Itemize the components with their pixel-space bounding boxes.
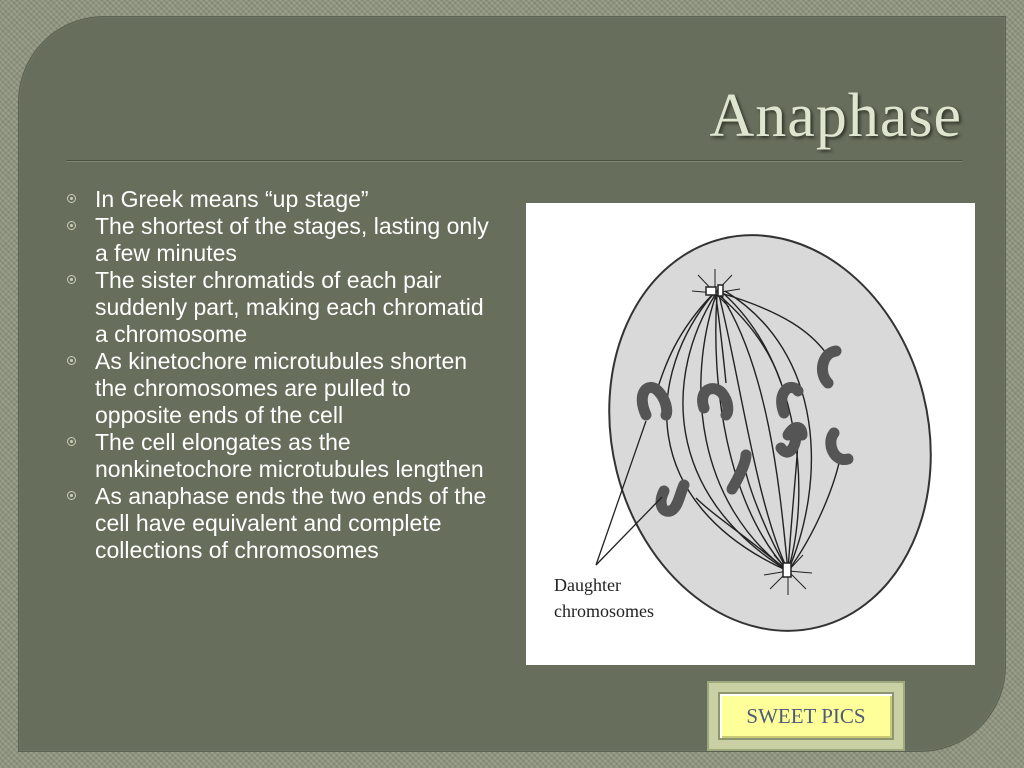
bullet-text: The sister chromatids of each pair suddenly part, making each chromatid a chromosome (95, 267, 484, 347)
bullet-item (64, 213, 496, 267)
anaphase-cell-illustration (526, 203, 975, 665)
title-divider (66, 160, 962, 162)
bullet-item (64, 429, 496, 483)
bullet-text: As anaphase ends the two ends of the cell have equivalent and complete collections of chromosomes (95, 483, 487, 563)
circle-bullet-icon (67, 275, 76, 284)
bullet-list (64, 186, 496, 564)
bullet-item (64, 267, 496, 348)
sweet-pics-button-face[interactable] (718, 692, 894, 740)
bullet-text: In Greek means “up stage” (95, 186, 369, 212)
circle-bullet-icon (67, 356, 76, 365)
circle-bullet-icon (67, 491, 76, 500)
anaphase-diagram (526, 203, 975, 665)
figure-label-line2: chromosomes (554, 601, 654, 621)
circle-bullet-icon (67, 221, 76, 230)
bullet-text: The shortest of the stages, lasting only a few minutes (95, 213, 489, 266)
figure-label-line1: Daughter (554, 575, 621, 595)
circle-bullet-icon (67, 437, 76, 446)
bullet-item (64, 186, 496, 213)
sweet-pics-label: SWEET PICS (746, 703, 866, 728)
circle-bullet-icon (67, 194, 76, 203)
bullet-text: The cell elongates as the nonkinetochore microtubules lengthen (95, 429, 484, 482)
bullet-text: As kinetochore microtubules shorten the chromosomes are pulled to opposite ends of the cell (95, 348, 468, 428)
slide-title: Anaphase (709, 82, 962, 150)
sweet-pics-button[interactable] (707, 681, 905, 751)
bullet-item (64, 483, 496, 564)
bullet-item (64, 348, 496, 429)
